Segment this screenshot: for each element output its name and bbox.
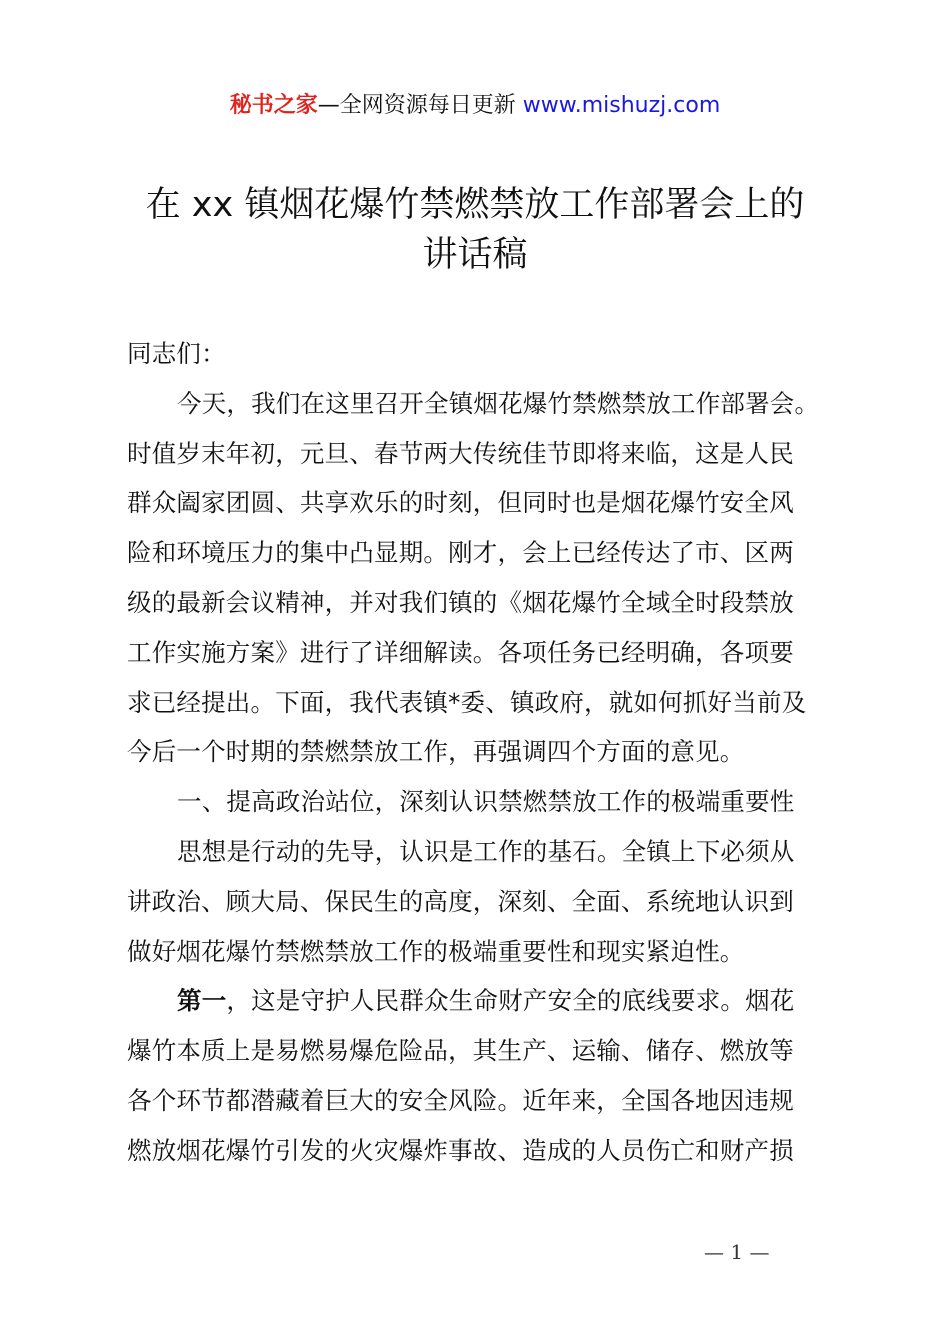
text-line: 一、提高政治站位，深刻认识禁燃禁放工作的极端重要性: [177, 787, 795, 817]
text-line: 级的最新会议精神，并对我们镇的《烟花爆竹全域全时段禁放: [127, 588, 794, 617]
text-line: 做好烟花爆竹禁燃禁放工作的极端重要性和现实紧迫性。: [127, 936, 745, 966]
text-line: 工作实施方案》进行了详细解读。各项任务已经明确，各项要: [127, 637, 794, 667]
text-line: 爆竹本质上是易燃易爆危险品，其生产、运输、储存、燃放等: [127, 1036, 794, 1066]
header-slogan: —全网资源每日更新: [317, 93, 523, 118]
text-span: ，这是守护人民群众生命财产安全的底线要求。烟花: [226, 986, 795, 1016]
site-header: [0, 88, 950, 119]
text-line: 今后一个时期的禁燃禁放工作，再强调四个方面的意见。: [127, 737, 745, 767]
text-line: 各个环节都潜藏着巨大的安全风险。近年来，全国各地因违规: [127, 1086, 794, 1115]
document-title: [0, 180, 950, 280]
page-number: — 1 —: [704, 1240, 770, 1264]
text-line: 思想是行动的先导，认识是工作的基石。全镇上下必须从: [177, 837, 795, 866]
text-line: 同志们：: [127, 339, 226, 368]
brand-name: 秘书之家: [229, 93, 318, 118]
text-line: 险和环境压力的集中凸显期。刚才，会上已经传达了市、区两: [127, 538, 794, 568]
title-line: 在 xx 镇烟花爆竹禁燃禁放工作部署会上的: [145, 185, 805, 225]
title-line: 讲话稿: [422, 235, 528, 275]
bold-lead: 第一: [177, 986, 227, 1016]
text-line: 讲政治、顾大局、保民生的高度，深刻、全面、系统地认识到: [127, 886, 794, 916]
header-url[interactable]: www.mishuzj.com: [522, 93, 721, 118]
text-line: [177, 986, 795, 1016]
text-line: 今天，我们在这里召开全镇烟花爆竹禁燃禁放工作部署会。: [177, 388, 820, 418]
text-line: 求已经提出。下面，我代表镇*委、镇政府，就如何抓好当前及: [127, 687, 807, 717]
text-line: 燃放烟花爆竹引发的火灾爆炸事故、造成的人员伤亡和财产损: [127, 1135, 794, 1165]
text-line: 时值岁末年初，元旦、春节两大传统佳节即将来临，这是人民: [127, 438, 794, 468]
text-line: 群众阖家团圆、共享欢乐的时刻，但同时也是烟花爆竹安全风: [127, 488, 794, 518]
